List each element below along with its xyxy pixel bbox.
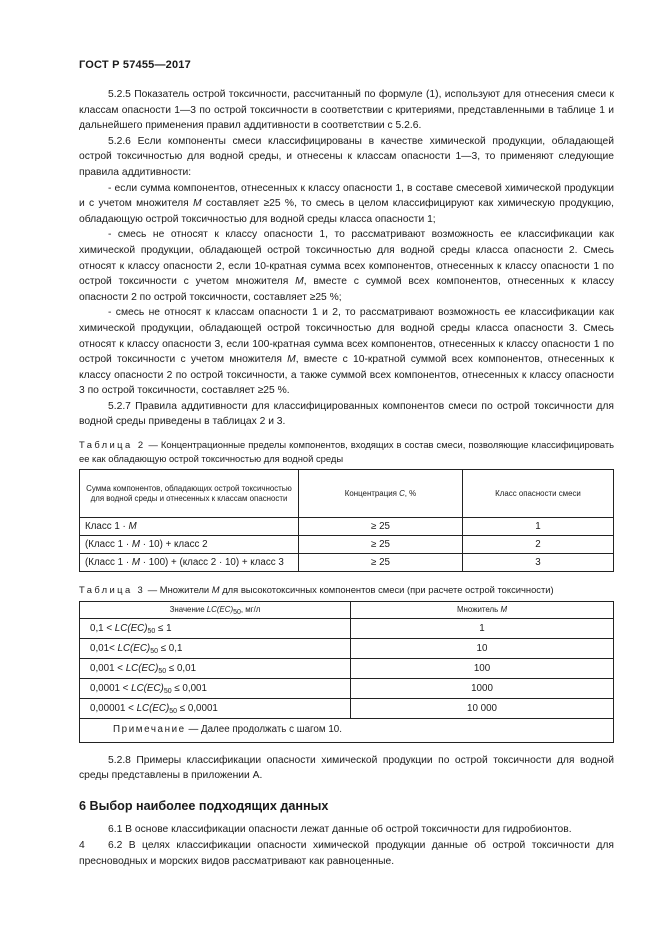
paragraph-6-2: 6.2 В целях классификации опасности химической продукции данные об острой токсичности для пресноводных и морских видов рассматривают как равноценные.	[79, 840, 614, 867]
text: · 100) + (класс 2 · 10) + класс 3	[139, 556, 284, 568]
caption-text: для высокотоксичных компонентов смеси (при расчете острой токсичности)	[219, 584, 554, 596]
table-row	[80, 659, 614, 679]
concentration-symbol: C	[399, 488, 405, 498]
table-header-row	[80, 470, 614, 518]
note-label: Примечание	[113, 724, 186, 736]
cell-lc-range	[80, 699, 351, 719]
table-row	[80, 554, 614, 572]
subscript: 50	[169, 707, 178, 715]
section-6-title: 6 Выбор наиболее подходящих данных	[79, 798, 329, 813]
lc-symbol: LC(EC)	[114, 622, 148, 634]
lc-symbol: LC(EC)	[131, 682, 164, 694]
multiplier-symbol: M	[131, 556, 140, 568]
paragraph-5-2-6: 5.2.6 Если компоненты смеси классифицированы в качестве химической продукции, обладающей острой токсичностью для водной среды, и отнесены к классам опасности 1—3, то применяют следующие правила аддитивности:	[79, 135, 614, 178]
table-row	[80, 518, 614, 536]
table-label: Таблица 3	[79, 584, 146, 596]
multiplier-symbol: M	[211, 584, 220, 596]
multiplier-symbol: M	[128, 520, 137, 532]
table-label: Таблица 2	[79, 439, 146, 451]
text: , мг/л	[240, 605, 261, 615]
lc-symbol: LC(EC)	[206, 605, 234, 615]
subscript: 50	[233, 609, 241, 617]
page-number: 4	[79, 840, 85, 851]
table-header-row	[80, 602, 614, 619]
cell-sum	[80, 554, 299, 572]
text: Множитель	[456, 605, 501, 615]
text: , вместе с 10-кратной суммой всех компонентов, отнесенных к классу опасности 2 по острой токсичности, а также суммой всех компонентов, отнесенных к классу опасности 3 по острой токсичности, составляет ≥25 %.	[79, 354, 614, 397]
multiplier-symbol: M	[131, 538, 140, 550]
table-note	[80, 719, 614, 743]
cell-concentration: ≥ 25	[299, 518, 463, 536]
lc-symbol: LC(EC)	[125, 662, 159, 674]
cell-lc-range	[80, 679, 351, 699]
table-row	[80, 679, 614, 699]
cell-lc-range	[80, 619, 351, 639]
text: ≤ 0,0001	[177, 702, 218, 714]
cell-sum	[80, 536, 299, 554]
paragraph-6-1: 6.1 В основе классификации опасности лежат данные об острой токсичности для гидробионтов.	[108, 824, 572, 836]
subscript: 50	[158, 667, 167, 675]
text: Класс 1 ·	[85, 520, 129, 532]
cell-multiplier: 100	[351, 659, 614, 679]
text: · 10) + класс 2	[139, 538, 208, 550]
text: 0,001 <	[90, 662, 126, 674]
header-sum: Сумма компонентов, обладающих острой токсичностью для водной среды и отнесенных к классам опасности	[80, 470, 299, 518]
cell-multiplier: 10	[351, 639, 614, 659]
text: Значение	[169, 605, 207, 615]
header-lc-value	[80, 602, 351, 619]
text: - смесь не относят к классу опасности 1, то рассматривают возможность ее классификации как химической продукции, обладающей острой токсичностью для водной среды класса опасности 2. Смесь относят к классу опасности 2, если 10-кратная сумма всех компонентов, отнесенных к классу опасности 1 по острой токсичности с учетом множителя	[79, 229, 614, 288]
cell-class: 2	[463, 536, 614, 554]
cell-sum	[80, 518, 299, 536]
cell-multiplier: 10 000	[351, 699, 614, 719]
bullet-class-2	[79, 227, 614, 305]
subscript: 50	[163, 687, 172, 695]
table-row	[80, 536, 614, 554]
page-content	[79, 87, 614, 869]
multiplier-symbol: M	[192, 198, 202, 210]
bullet-class-3	[79, 305, 614, 399]
text: - смесь не относят к классам опасности 1 и 2, то рассматривают возможность ее классификации как химической продукции, обладающей острой токсичностью для водной среды класса опасности 3. Смесь относят к классу опасности 3, если 100-кратная сумма всех компонентов, отнесенных к классу опасности 1 по острой токсичности с учетом множителя	[79, 307, 614, 366]
subscript: 50	[147, 627, 156, 635]
multiplier-symbol: M	[295, 276, 304, 288]
table-row	[80, 639, 614, 659]
text: 0,0001 <	[90, 682, 132, 694]
caption-text: — Концентрационные пределы компонентов, входящих в состав смеси, позволяющие классифицировать ее как обладающую острой токсичностью для водной среды	[79, 439, 614, 465]
table-3-caption	[79, 583, 614, 597]
header-multiplier	[351, 602, 614, 619]
document-header: ГОСТ Р 57455—2017	[79, 59, 191, 71]
text: ≤ 0,1	[157, 642, 183, 654]
paragraph-5-2-5: 5.2.5 Показатель острой токсичности, рассчитанный по формуле (1), используют для отнесения смеси к классам опасности 1—3 по острой токсичности в соответствии с критериями, представленными в таблице 1 и дальнейшего применения правил аддитивности в соответствии с 5.2.6.	[79, 89, 614, 132]
text: - если сумма компонентов, отнесенных к классу опасности 1, в составе смесевой химической продукции и с учетом множителя	[79, 182, 614, 210]
paragraph-5-2-8: 5.2.8 Примеры классификации опасности химической продукции по острой токсичности для водной среды представлены в приложении А.	[79, 754, 614, 782]
cell-class: 3	[463, 554, 614, 572]
text: (Класс 1 ·	[85, 538, 132, 550]
paragraph-5-2-7: 5.2.7 Правила аддитивности для классифицированных компонентов смеси по острой токсичности для водной среды приведены в таблицах 2 и 3.	[79, 400, 614, 428]
text: 0,01<	[90, 642, 118, 654]
text: , %	[404, 488, 417, 498]
cell-concentration: ≥ 25	[299, 536, 463, 554]
text: (Класс 1 ·	[85, 556, 132, 568]
text: ≤ 0,01	[166, 662, 197, 674]
cell-concentration: ≥ 25	[299, 554, 463, 572]
cell-multiplier: 1000	[351, 679, 614, 699]
multiplier-symbol: M	[500, 605, 508, 615]
text: ≤ 1	[155, 622, 172, 634]
text: 0,1 <	[90, 622, 115, 634]
note-text: — Далее продолжать с шагом 10.	[185, 724, 342, 736]
cell-multiplier: 1	[351, 619, 614, 639]
lc-symbol: LC(EC)	[136, 702, 170, 714]
table-note-row	[80, 719, 614, 743]
text: ≤ 0,001	[171, 682, 207, 694]
text: 0,00001 <	[90, 702, 137, 714]
bullet-class-1	[79, 181, 614, 228]
table-3	[79, 601, 614, 743]
cell-class: 1	[463, 518, 614, 536]
cell-lc-range	[80, 639, 351, 659]
multiplier-symbol: M	[287, 354, 296, 366]
text: , вместе с суммой всех компонентов, отнесенных к классу опасности 2 по острой токсичности, составляет ≥25 %;	[79, 276, 614, 303]
table-2	[79, 469, 614, 572]
table-2-caption	[79, 438, 614, 466]
header-concentration	[299, 470, 463, 518]
subscript: 50	[150, 647, 158, 655]
lc-symbol: LC(EC)	[117, 642, 151, 654]
cell-lc-range	[80, 659, 351, 679]
table-row	[80, 619, 614, 639]
text: составляет ≥25 %, то смесь в целом классифицируют как химическую продукцию, обладающую острой токсичностью для водной среды класса опасности 1;	[79, 198, 614, 225]
text: Концентрация	[344, 488, 400, 498]
caption-text: — Множители	[145, 584, 212, 596]
table-row	[80, 699, 614, 719]
header-hazard-class: Класс опасности смеси	[463, 470, 614, 518]
